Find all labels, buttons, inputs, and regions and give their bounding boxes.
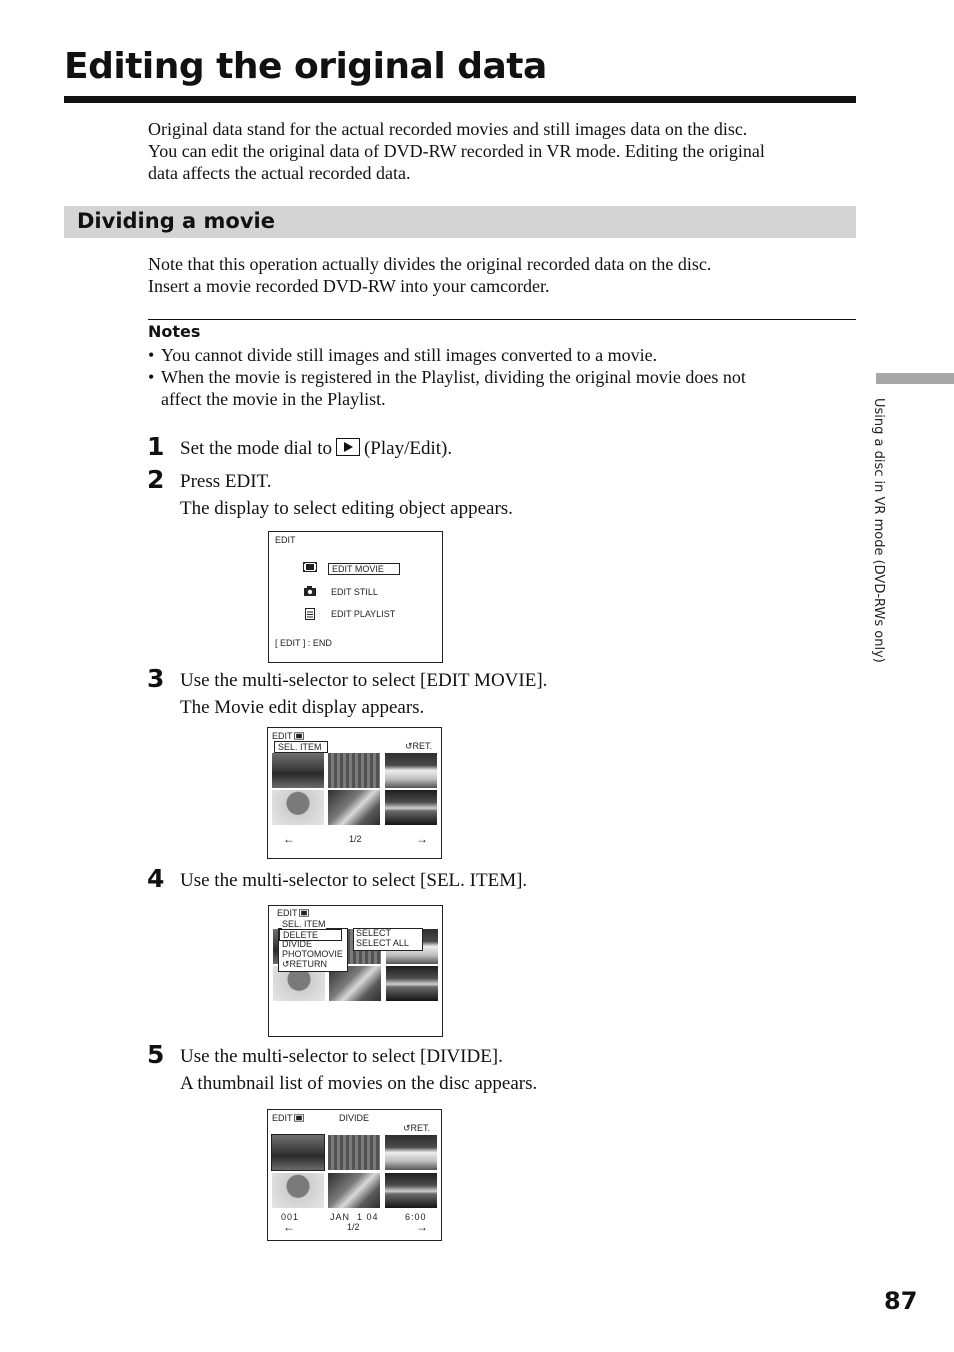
menu-item-edit-playlist[interactable]: EDIT PLAYLIST bbox=[331, 609, 396, 619]
arrow-left-icon[interactable]: ← bbox=[283, 1220, 295, 1234]
bullet: • bbox=[148, 345, 155, 365]
sel-item-menu-screen bbox=[268, 905, 443, 1037]
note-item bbox=[148, 344, 851, 366]
side-label bbox=[868, 398, 888, 698]
menu-item-delete[interactable]: DELETE bbox=[279, 929, 342, 941]
side-tab bbox=[876, 373, 954, 384]
note-line: When the movie is registered in the Playlist, dividing the original movie does not bbox=[161, 367, 746, 387]
thumbnail[interactable] bbox=[328, 1135, 380, 1170]
screen-title: EDIT bbox=[272, 731, 304, 741]
note-line: affect the movie in the Playlist. bbox=[161, 389, 386, 409]
screen-title: EDIT bbox=[272, 1113, 304, 1123]
title-rule bbox=[64, 96, 856, 103]
step-number: 1 bbox=[147, 432, 165, 461]
step-line: Press EDIT. bbox=[180, 471, 272, 492]
camera-icon bbox=[304, 586, 316, 598]
playlist-icon bbox=[305, 608, 315, 622]
intro-paragraph bbox=[148, 118, 848, 184]
return-icon: ↺ bbox=[403, 1123, 411, 1133]
movie-time: 6:00 bbox=[405, 1212, 427, 1222]
screen-footer: [ EDIT ] : END bbox=[275, 638, 332, 648]
step-number: 5 bbox=[147, 1040, 165, 1069]
step-number: 3 bbox=[147, 664, 165, 693]
return-icon: ↺ bbox=[405, 741, 413, 751]
arrow-right-icon[interactable]: → bbox=[416, 832, 428, 846]
section-header bbox=[64, 206, 856, 238]
step-line: Set the mode dial to bbox=[180, 438, 332, 459]
thumbnail[interactable] bbox=[328, 790, 380, 825]
menu-item-divide[interactable]: DIVIDE bbox=[282, 939, 313, 949]
mode-label: DIVIDE bbox=[339, 1113, 370, 1123]
side-label-text: Using a disc in VR mode (DVD-RWs only) bbox=[871, 398, 886, 663]
arrow-right-icon[interactable]: → bbox=[416, 1220, 428, 1234]
step-line: The Movie edit display appears. bbox=[180, 697, 425, 718]
arrow-left-icon[interactable]: ← bbox=[283, 832, 295, 846]
page-title: Editing the original data bbox=[64, 46, 547, 87]
section-title: Dividing a movie bbox=[77, 209, 275, 233]
step-line: Use the multi-selector to select [SEL. ITEM]. bbox=[180, 870, 528, 891]
film-icon bbox=[303, 562, 317, 574]
screen-title: EDIT bbox=[277, 908, 309, 918]
intro-line: Original data stand for the actual recorded movies and still images data on the disc. bbox=[148, 119, 748, 139]
bullet: • bbox=[148, 367, 155, 387]
thumbnail[interactable] bbox=[328, 753, 380, 788]
edit-menu-screen bbox=[268, 531, 443, 663]
thumbnail[interactable] bbox=[385, 753, 437, 788]
step-number: 4 bbox=[147, 864, 165, 893]
thumbnail bbox=[386, 966, 438, 1001]
menu-item-return[interactable]: ↺RETURN bbox=[282, 959, 328, 969]
thumbnail[interactable] bbox=[385, 1135, 437, 1170]
section-intro-line: Note that this operation actually divides the original recorded data on the disc. bbox=[148, 254, 712, 274]
screen-title: EDIT bbox=[275, 535, 296, 545]
intro-line: You can edit the original data of DVD-RW recorded in VR mode. Editing the original bbox=[148, 141, 765, 161]
note-item bbox=[148, 366, 851, 410]
step-line: A thumbnail list of movies on the disc appears. bbox=[180, 1073, 538, 1094]
thumbnail[interactable] bbox=[272, 1173, 324, 1208]
notes-heading: Notes bbox=[148, 322, 201, 341]
step-text bbox=[180, 438, 452, 460]
notes-divider bbox=[148, 319, 856, 320]
thumbnail[interactable] bbox=[272, 790, 324, 825]
menu-item-edit-still[interactable]: EDIT STILL bbox=[331, 587, 378, 597]
submenu-select[interactable]: SELECT bbox=[356, 928, 392, 938]
intro-line: data affects the actual recorded data. bbox=[148, 163, 411, 183]
menu-item-photomovie[interactable]: PHOTOMOVIE bbox=[282, 949, 343, 959]
section-intro-line: Insert a movie recorded DVD-RW into your camcorder. bbox=[148, 276, 550, 296]
step-line: The display to select editing object appears. bbox=[180, 498, 513, 519]
divide-screen bbox=[267, 1109, 442, 1241]
thumbnail[interactable] bbox=[385, 790, 437, 825]
page-indicator: 1/2 bbox=[349, 834, 362, 844]
step-line: (Play/Edit). bbox=[363, 438, 453, 459]
section-intro bbox=[148, 253, 848, 297]
movie-edit-screen bbox=[267, 727, 442, 859]
thumbnail[interactable] bbox=[385, 1173, 437, 1208]
movie-date: JAN 1 04 bbox=[330, 1212, 379, 1222]
page-indicator: 1/2 bbox=[347, 1222, 360, 1232]
thumbnail[interactable] bbox=[328, 1173, 380, 1208]
menu-item-sel-item[interactable]: SEL. ITEM bbox=[282, 919, 326, 929]
note-line: You cannot divide still images and still images converted to a movie. bbox=[161, 345, 658, 365]
return-icon: ↺ bbox=[282, 959, 290, 969]
return-button[interactable]: ↺RET. bbox=[403, 1123, 431, 1133]
thumbnail[interactable] bbox=[272, 753, 324, 788]
movie-number: 001 bbox=[281, 1212, 300, 1222]
menu-item-edit-movie[interactable]: EDIT MOVIE bbox=[328, 563, 400, 575]
step-line: Use the multi-selector to select [EDIT MOVIE]. bbox=[180, 670, 548, 691]
page-number: 87 bbox=[884, 1287, 918, 1315]
step-line: Use the multi-selector to select [DIVIDE]. bbox=[180, 1046, 503, 1067]
submenu-select-all[interactable]: SELECT ALL bbox=[356, 938, 409, 948]
thumbnail-selected[interactable] bbox=[272, 1135, 324, 1170]
sel-item-label[interactable]: SEL. ITEM bbox=[274, 741, 328, 753]
step-number: 2 bbox=[147, 465, 165, 494]
play-icon bbox=[336, 438, 360, 456]
return-button[interactable]: ↺RET. bbox=[405, 741, 433, 751]
